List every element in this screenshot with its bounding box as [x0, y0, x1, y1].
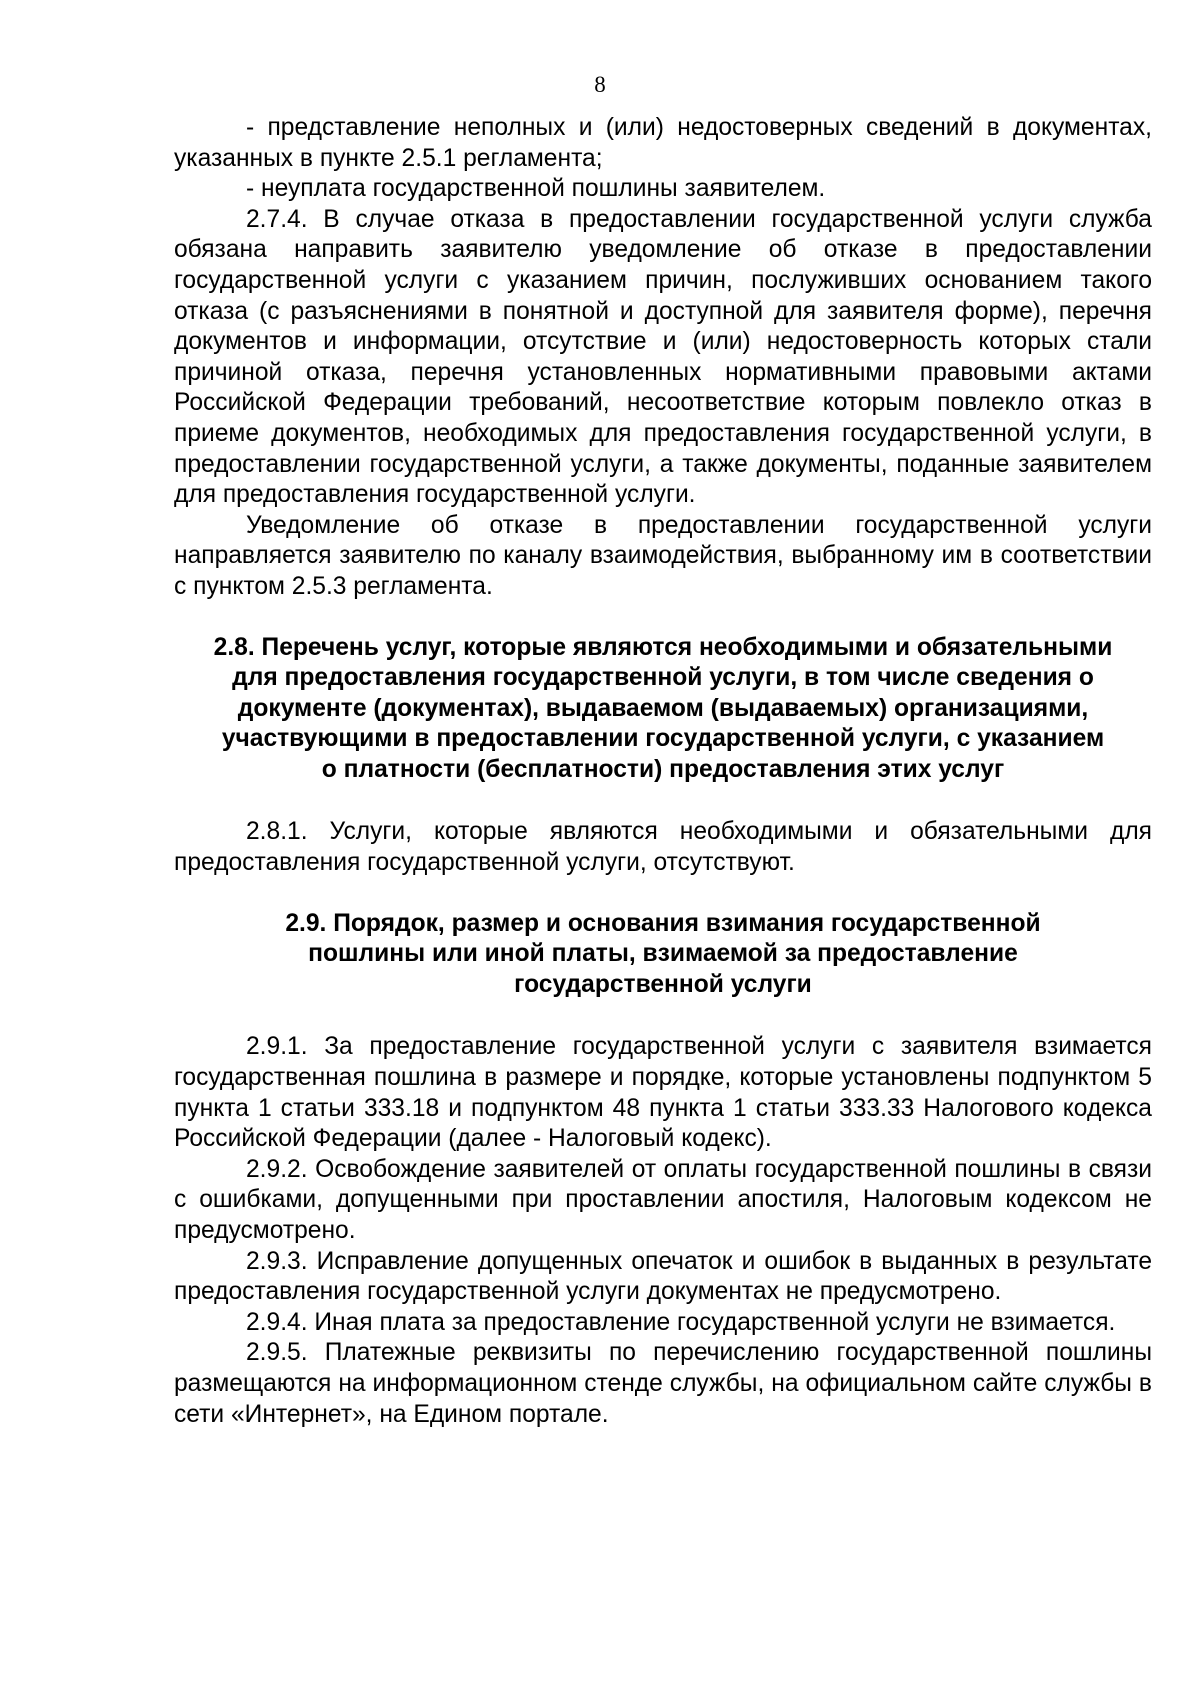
paragraph-refusal-notice: Уведомление об отказе в предоставлении государственной услуги направляется заявителю по каналу взаимодействия, выбранному им в соответствии с пунктом 2.5.3 регламента. — [174, 511, 1152, 600]
paragraph-2-9-4: 2.9.4. Иная плата за предоставление государственной услуги не взимается. — [246, 1308, 1116, 1336]
paragraph-2-9-3: 2.9.3. Исправление допущенных опечаток и ошибок в выданных в результате предоставления государственной услуги документах не предусмотрено. — [174, 1247, 1152, 1306]
document-body — [174, 113, 1152, 1430]
section-heading-2-8: 2.8. Перечень услуг, которые являются необходимыми и обязательными для предоставления государственной услуги, в том числе сведения о документе (документах), выдаваемом (выдаваемых) организациями, участвующими в предоставлении государственной услуги, с указанием о платности (бесплатности) предоставления этих услуг — [213, 633, 1113, 783]
paragraph-2-7-4: 2.7.4. В случае отказа в предоставлении государственной услуги служба обязана направить заявителю уведомление об отказе в предоставлении государственной услуги с указанием причин, послуживших основанием такого отказа (с разъяснениями в понятной и доступной для заявителя форме), перечня документов и информации, отсутствие и (или) недостоверность которых стали причиной отказа, перечня установленных нормативными правовыми актами Российской Федерации требований, несоответствие которым повлекло отказ в приеме документов, необходимых для предоставления государственной услуги, в предоставлении государственной услуги, а также документы, поданные заявителем для предоставления государственной услуги. — [174, 205, 1152, 509]
paragraph-2-8-1: 2.8.1. Услуги, которые являются необходимыми и обязательными для предоставления государственной услуги, отсутствуют. — [174, 818, 1152, 877]
paragraph-2-9-2: 2.9.2. Освобождение заявителей от оплаты государственной пошлины в связи с ошибками, допущенными при проставлении апостиля, Налоговым кодексом не предусмотрено. — [174, 1155, 1152, 1244]
section-heading-2-9: 2.9. Порядок, размер и основания взимания государственной пошлины или иной платы, взимаемой за предоставление государственной услуги — [285, 909, 1041, 998]
paragraph-incomplete-info: - представление неполных и (или) недостоверных сведений в документах, указанных в пункте 2.5.1 регламента; — [174, 114, 1152, 172]
paragraph-2-9-1: 2.9.1. За предоставление государственной услуги с заявителя взимается государственная пошлина в размере и порядке, которые установлены подпунктом 5 пункта 1 статьи 333.18 и подпунктом 48 пункта 1 статьи 333.33 Налогового кодекса Российской Федерации (далее - Налоговый кодекс). — [174, 1033, 1152, 1153]
paragraph-2-9-5: 2.9.5. Платежные реквизиты по перечислению государственной пошлины размещаются на информационном стенде службы, на официальном сайте службы в сети «Интернет», на Едином портале. — [174, 1339, 1152, 1428]
paragraph-unpaid-fee: - неуплата государственной пошлины заявителем. — [246, 175, 826, 203]
page-number: 8 — [594, 72, 606, 97]
